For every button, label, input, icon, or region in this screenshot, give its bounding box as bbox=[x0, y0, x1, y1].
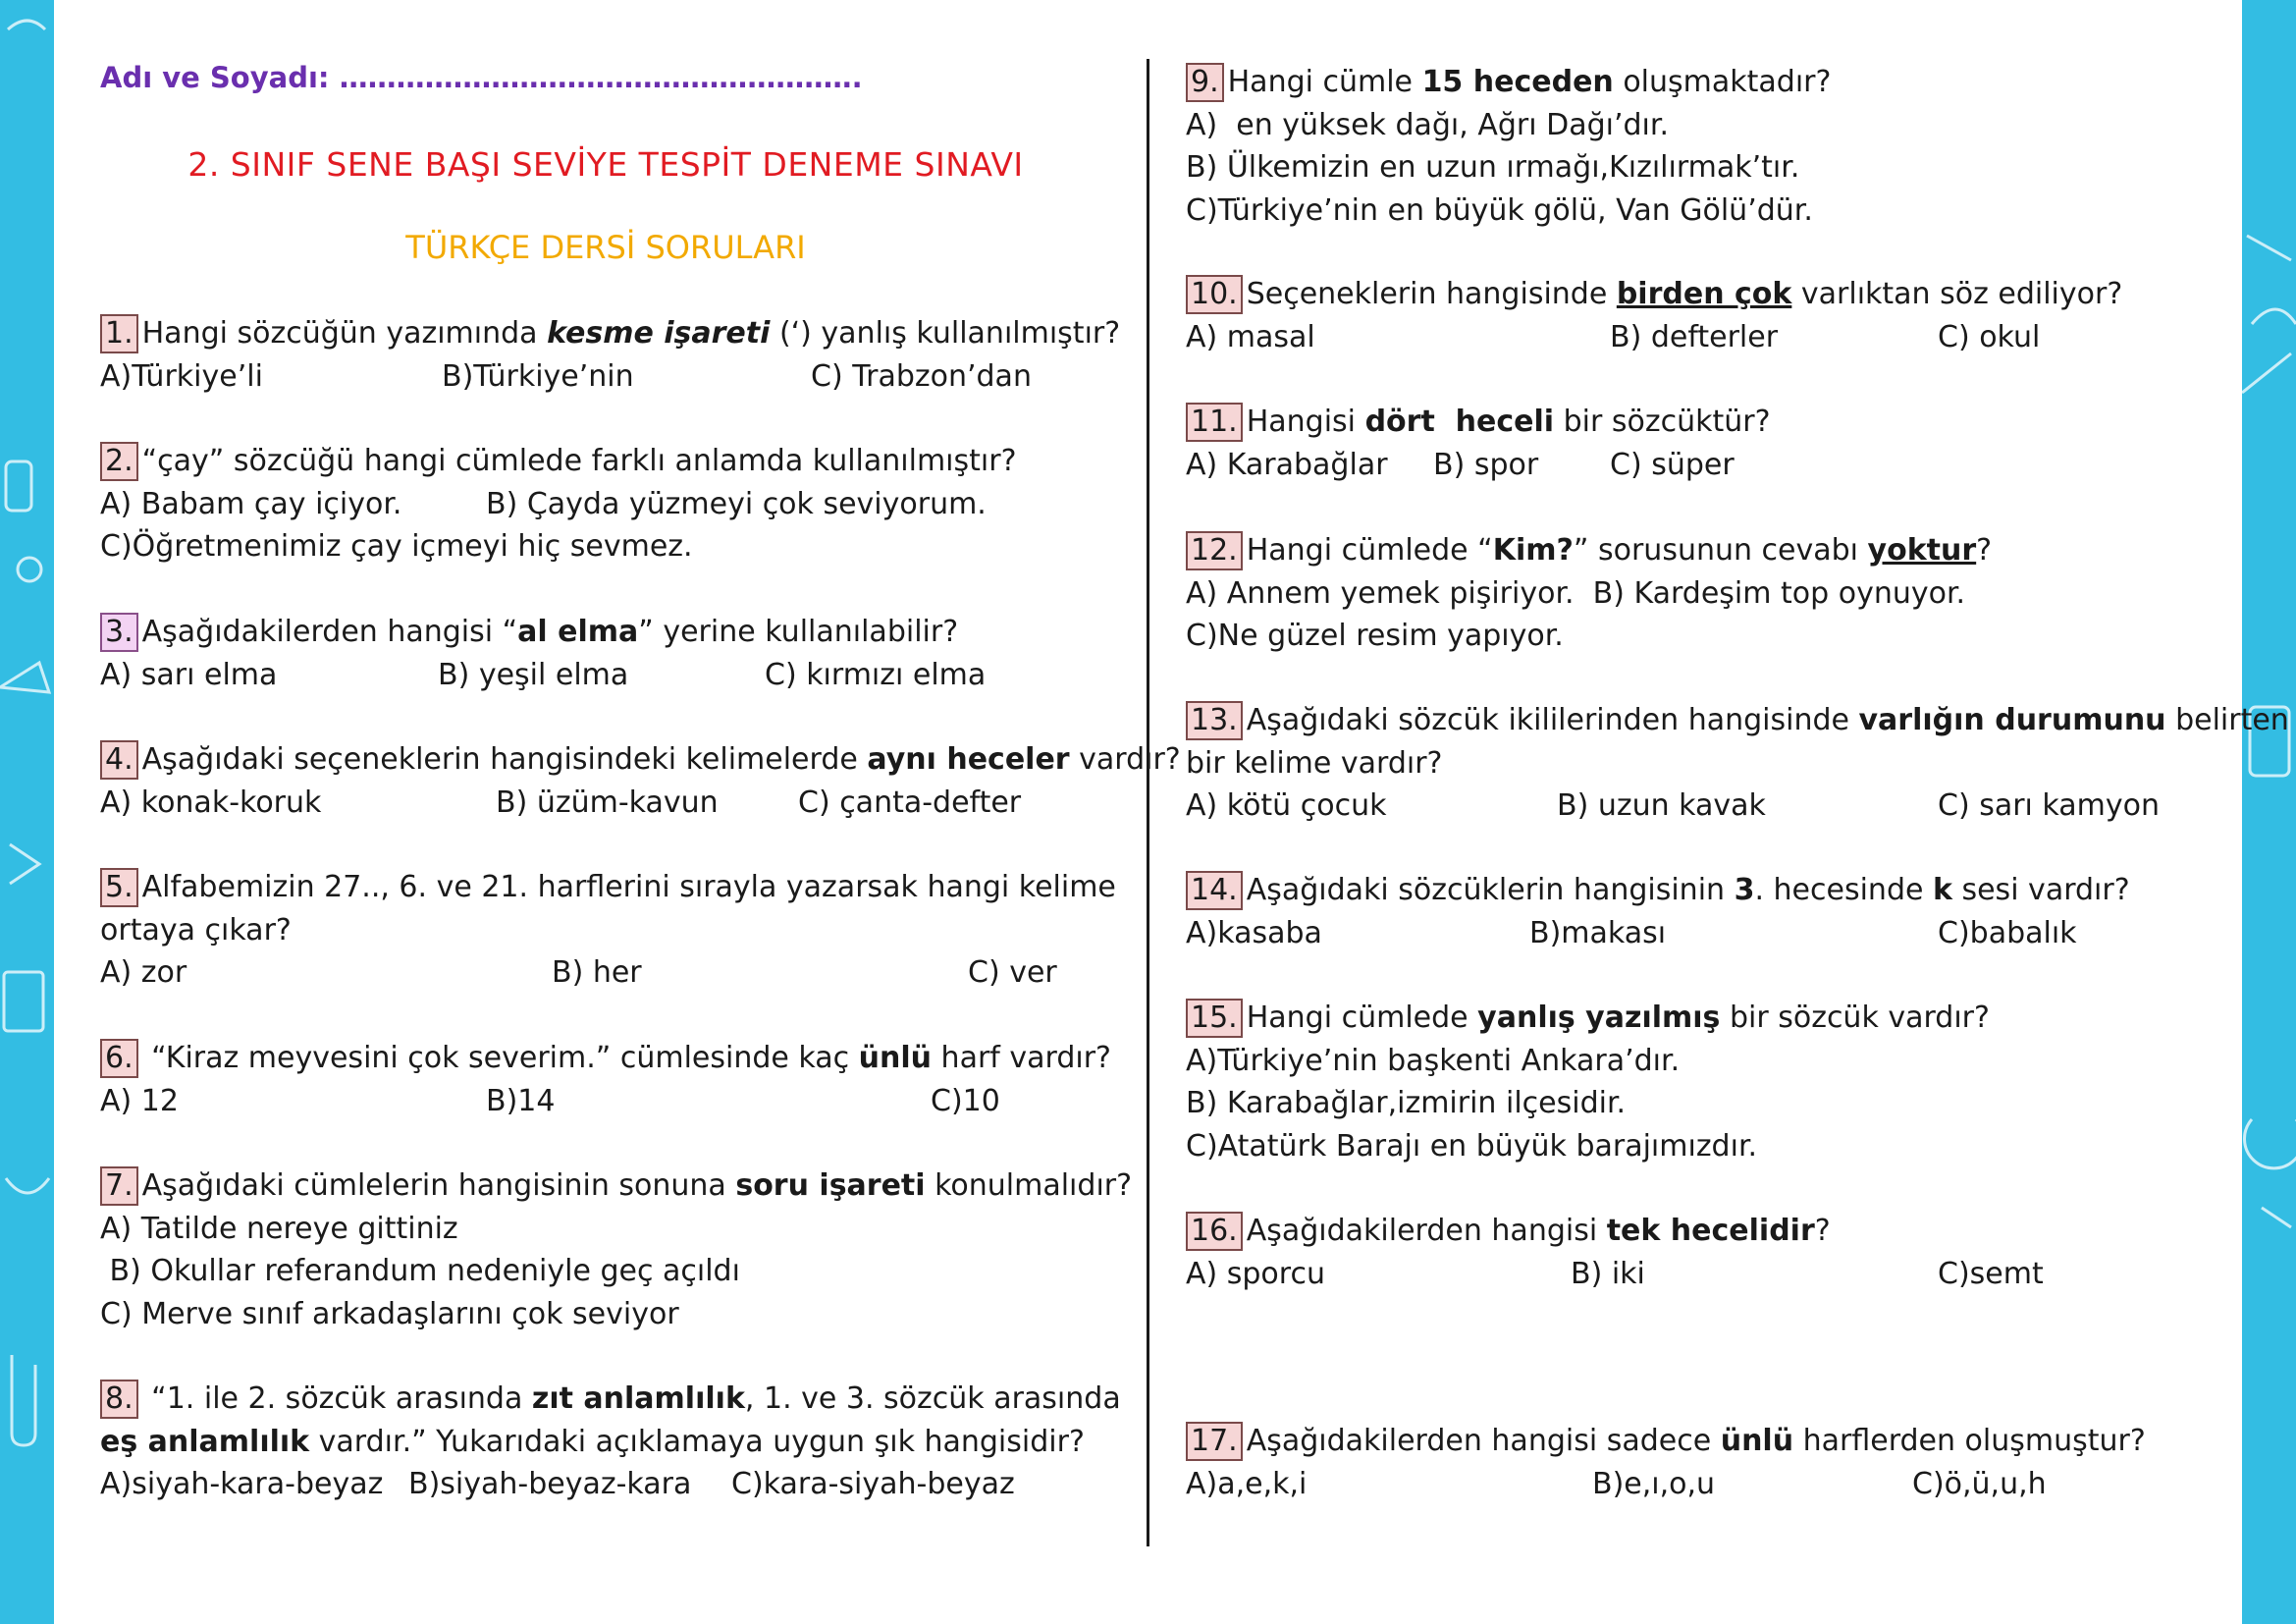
question-text: Hangi cümlede bbox=[1246, 1001, 1478, 1035]
question-text: , 1. ve 3. sözcük arasında bbox=[744, 1381, 1121, 1416]
option-a[interactable]: A) en yüksek dağı, Ağrı Dağı’dır. bbox=[1186, 107, 1669, 142]
question-keyword: k bbox=[1932, 873, 1952, 907]
question-text: Hangi cümle bbox=[1227, 65, 1422, 99]
question-number: 9. bbox=[1186, 63, 1224, 102]
option-c[interactable]: C) okul bbox=[1938, 319, 2041, 354]
option-a[interactable]: A) sporcu bbox=[1186, 1256, 1325, 1291]
question-text: bir sözcüktür? bbox=[1554, 405, 1771, 439]
question-number: 17. bbox=[1186, 1422, 1243, 1461]
question-text: Aşağıdaki cümlelerin hangisinin sonuna bbox=[141, 1168, 736, 1203]
question-8 bbox=[100, 1378, 1121, 1506]
option-c[interactable]: C) çanta-defter bbox=[798, 785, 1022, 820]
question-text: harf vardır? bbox=[932, 1041, 1111, 1075]
option-c[interactable]: C) kırmızı elma bbox=[765, 657, 987, 692]
option-b[interactable]: B) Okullar referandum nedeniyle geç açıldı bbox=[100, 1254, 740, 1288]
question-text: sesi vardır? bbox=[1951, 873, 2130, 907]
question-keyword: eş anlamlılık bbox=[100, 1424, 310, 1459]
option-a[interactable]: A) konak-koruk bbox=[100, 785, 322, 820]
option-b[interactable]: B) her bbox=[552, 955, 642, 990]
question-4 bbox=[100, 738, 1181, 824]
question-text: bir kelime vardır? bbox=[1186, 745, 1443, 781]
question-number: 15. bbox=[1186, 999, 1243, 1038]
question-text: (‘) yanlış kullanılmıştır? bbox=[770, 316, 1121, 351]
question-text: Aşağıdakilerden hangisi sadece bbox=[1246, 1424, 1721, 1458]
question-keyword: kesme işareti bbox=[547, 316, 771, 351]
question-text: bir sözcük vardır? bbox=[1720, 1001, 1990, 1035]
question-10 bbox=[1186, 273, 2122, 358]
question-text: oluşmaktadır? bbox=[1613, 65, 1832, 99]
option-b[interactable]: B)Türkiye’nin bbox=[442, 358, 634, 394]
question-text: ? bbox=[1976, 533, 1993, 568]
question-text: vardır.” Yukarıdaki açıklamaya uygun şık hangisidir? bbox=[309, 1424, 1085, 1459]
question-text: ” sorusunun cevabı bbox=[1573, 533, 1868, 568]
question-keyword: Kim? bbox=[1492, 533, 1574, 568]
question-text: Hangisi bbox=[1246, 405, 1365, 439]
option-b[interactable]: B)makası bbox=[1529, 915, 1667, 950]
option-b[interactable]: B) defterler bbox=[1610, 319, 1779, 354]
option-c[interactable]: C) ver bbox=[968, 955, 1057, 990]
question-text: harflerden oluşmuştur? bbox=[1793, 1424, 2146, 1458]
option-c[interactable]: C) süper bbox=[1610, 447, 1735, 482]
option-b[interactable]: B)e,ı,o,u bbox=[1592, 1466, 1716, 1501]
question-text: Seçeneklerin hangisinde bbox=[1246, 277, 1617, 311]
question-15 bbox=[1186, 997, 1990, 1167]
option-c[interactable]: C)semt bbox=[1938, 1256, 2044, 1291]
option-b[interactable]: B) yeşil elma bbox=[438, 657, 629, 692]
question-text: vardır? bbox=[1069, 742, 1181, 777]
question-text: ortaya çıkar? bbox=[100, 912, 292, 947]
question-text: Hangi cümlede “ bbox=[1246, 533, 1493, 568]
option-b[interactable]: B) Karabağlar,izmirin ilçesidir. bbox=[1186, 1086, 1627, 1120]
exam-title: 2. SINIF SENE BAŞI SEVİYE TESPİT DENEME SINAVI bbox=[187, 145, 1024, 184]
question-text: Aşağıdaki sözcüklerin hangisinin bbox=[1246, 873, 1735, 907]
question-keyword: varlığın durumunu bbox=[1858, 703, 2166, 737]
option-a[interactable]: A) kötü çocuk bbox=[1186, 788, 1387, 823]
question-keyword: ünlü bbox=[858, 1041, 933, 1075]
question-number: 14. bbox=[1186, 871, 1243, 910]
exam-subtitle: TÜRKÇE DERSİ SORULARI bbox=[405, 229, 806, 266]
question-keyword: ünlü bbox=[1720, 1424, 1794, 1458]
question-number: 16. bbox=[1186, 1212, 1243, 1251]
question-number: 1. bbox=[100, 314, 138, 353]
question-2 bbox=[100, 440, 1017, 568]
option-b[interactable]: B) Ülkemizin en uzun ırmağı,Kızılırmak’tır. bbox=[1186, 150, 1800, 185]
left-decorative-band bbox=[0, 0, 54, 1624]
option-b[interactable]: B)14 bbox=[486, 1083, 556, 1118]
question-number: 13. bbox=[1186, 701, 1243, 740]
option-c[interactable]: C)ö,ü,u,h bbox=[1912, 1466, 2047, 1501]
question-text: Hangi sözcüğün yazımında bbox=[141, 316, 548, 351]
question-text: “çay” sözcüğü hangi cümlede farklı anlamda kullanılmıştır? bbox=[141, 444, 1017, 478]
option-a[interactable]: A) Tatilde nereye gittiniz bbox=[100, 1211, 458, 1246]
question-number: 5. bbox=[100, 868, 138, 907]
question-text: Aşağıdakilerden hangisi bbox=[1246, 1214, 1607, 1248]
question-text: “Kiraz meyvesini çok severim.” cümlesinde kaç bbox=[141, 1041, 859, 1075]
question-keyword: aynı heceler bbox=[867, 742, 1070, 777]
question-number: 4. bbox=[100, 740, 138, 780]
question-keyword: yoktur bbox=[1867, 533, 1977, 568]
option-a[interactable]: A)kasaba bbox=[1186, 915, 1322, 950]
option-b[interactable]: B) spor bbox=[1433, 447, 1539, 482]
option-a[interactable]: A) masal bbox=[1186, 319, 1315, 354]
question-keyword: dört heceli bbox=[1364, 405, 1555, 439]
option-a[interactable]: A)Türkiye’nin başkenti Ankara’dır. bbox=[1186, 1043, 1681, 1078]
question-keyword: 15 heceden bbox=[1421, 65, 1614, 99]
question-text: konulmalıdır? bbox=[925, 1168, 1133, 1203]
question-7 bbox=[100, 1164, 1132, 1335]
question-text: “1. ile 2. sözcük arasında bbox=[141, 1381, 532, 1416]
question-number: 7. bbox=[100, 1166, 138, 1206]
question-number: 3. bbox=[100, 613, 138, 652]
option-b[interactable]: B) uzun kavak bbox=[1557, 788, 1766, 823]
option-b[interactable]: B)siyah-beyaz-kara bbox=[408, 1467, 692, 1501]
question-13 bbox=[1186, 699, 2289, 828]
option-c[interactable]: C)babalık bbox=[1938, 915, 2077, 950]
question-number: 8. bbox=[100, 1380, 138, 1419]
option-a[interactable]: A) Karabağlar bbox=[1186, 447, 1388, 482]
option-c[interactable]: C)Türkiye’nin en büyük gölü, Van Gölü’dür. bbox=[1186, 192, 1813, 228]
question-keyword: soru işareti bbox=[735, 1168, 926, 1203]
option-a[interactable]: A) 12 bbox=[100, 1083, 179, 1118]
question-16 bbox=[1186, 1210, 2044, 1295]
question-keyword: yanlış yazılmış bbox=[1477, 1001, 1721, 1035]
name-field[interactable]: Adı ve Soyadı: ………………………………………………. bbox=[100, 61, 863, 94]
question-keyword: zıt anlamlılık bbox=[531, 1381, 745, 1416]
question-1 bbox=[100, 312, 1120, 398]
option-a[interactable]: A) zor bbox=[100, 955, 187, 990]
option-c[interactable]: C) sarı kamyon bbox=[1938, 788, 2160, 823]
question-text: Aşağıdaki sözcük ikililerinden hangisinde bbox=[1246, 703, 1859, 737]
option-c[interactable]: C) Merve sınıf arkadaşlarını çok seviyor bbox=[100, 1296, 679, 1331]
question-number: 11. bbox=[1186, 403, 1243, 442]
question-keyword: al elma bbox=[517, 615, 639, 649]
question-3 bbox=[100, 611, 987, 696]
question-number: 6. bbox=[100, 1039, 138, 1078]
question-text: Alfabemizin 27.., 6. ve 21. harflerini sırayla yazarsak hangi kelime bbox=[141, 870, 1116, 904]
option-c[interactable]: C) Trabzon’dan bbox=[811, 358, 1032, 394]
option-c[interactable]: C)Atatürk Barajı en büyük barajımızdır. bbox=[1186, 1128, 1758, 1164]
question-6 bbox=[100, 1037, 1111, 1122]
option-b[interactable]: B) iki bbox=[1571, 1256, 1645, 1291]
option-c[interactable]: C)10 bbox=[931, 1083, 1000, 1118]
question-number: 12. bbox=[1186, 531, 1243, 570]
question-text: . hecesinde bbox=[1754, 873, 1933, 907]
option-a[interactable]: A)a,e,k,i bbox=[1186, 1466, 1308, 1501]
option-c[interactable]: C)kara-siyah-beyaz bbox=[731, 1467, 1015, 1501]
option-c[interactable]: C)Ne güzel resim yapıyor. bbox=[1186, 619, 1564, 653]
option-a[interactable]: A)siyah-kara-beyaz bbox=[100, 1467, 384, 1501]
question-text: Aşağıdakilerden hangisi “ bbox=[141, 615, 518, 649]
question-keyword: birden çok bbox=[1616, 277, 1792, 311]
question-11 bbox=[1186, 401, 1771, 486]
question-keyword: tek hecelidir bbox=[1606, 1214, 1815, 1248]
question-text: ” yerine kullanılabilir? bbox=[638, 615, 959, 649]
option-c[interactable]: C)Öğretmenimiz çay içmeyi hiç sevmez. bbox=[100, 529, 693, 564]
question-text: varlıktan söz ediliyor? bbox=[1791, 277, 2123, 311]
question-5 bbox=[100, 866, 1116, 995]
question-text: ? bbox=[1814, 1214, 1831, 1248]
question-text: belirten bbox=[2165, 703, 2289, 737]
option-b[interactable]: B) üzüm-kavun bbox=[496, 785, 719, 820]
option-b[interactable]: B) Çayda yüzmeyi çok seviyorum. bbox=[486, 486, 987, 521]
question-text: Aşağıdaki seçeneklerin hangisindeki kelimelerde bbox=[141, 742, 868, 777]
question-number: 10. bbox=[1186, 275, 1243, 314]
question-number: 2. bbox=[100, 442, 138, 481]
option-a[interactable]: A) Babam çay içiyor. bbox=[100, 486, 402, 521]
question-12 bbox=[1186, 529, 1992, 658]
question-17 bbox=[1186, 1420, 2146, 1505]
question-14 bbox=[1186, 869, 2130, 954]
option-a[interactable]: A) sarı elma bbox=[100, 657, 278, 692]
question-9 bbox=[1186, 61, 1831, 232]
options-a-b[interactable]: A) Annem yemek pişiriyor. B) Kardeşim top oynuyor. bbox=[1186, 575, 1966, 611]
option-a[interactable]: A)Türkiye’li bbox=[100, 358, 263, 394]
question-keyword: 3 bbox=[1734, 873, 1755, 907]
